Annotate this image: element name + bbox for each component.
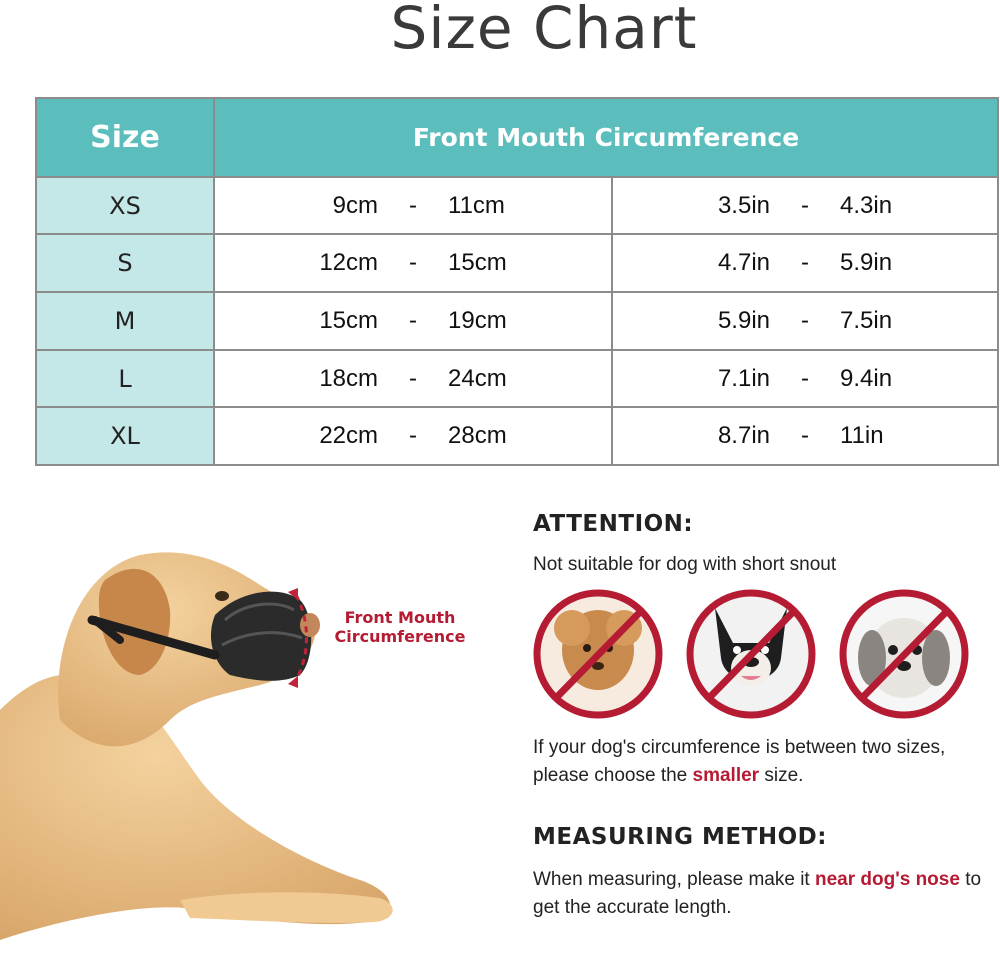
page-title: Size Chart	[390, 0, 698, 62]
range-dash: -	[801, 364, 809, 392]
size-row	[36, 234, 998, 292]
range-dash: -	[409, 191, 417, 219]
range-dash: -	[409, 249, 417, 277]
cm-from: 22cm	[319, 422, 378, 450]
in-from: 4.7in	[717, 249, 770, 277]
in-to: 5.9in	[840, 249, 893, 277]
cm-from: 9cm	[332, 191, 378, 219]
between-sizes-note: If your dog's circumference is between two sizes, please choose the smaller size.	[533, 737, 946, 786]
range-in	[612, 234, 998, 292]
dog-with-muzzle-illustration	[0, 480, 520, 959]
range-dash: -	[409, 364, 417, 392]
range-cm	[214, 177, 612, 235]
measuring-heading: MEASURING METHOD:	[533, 824, 827, 850]
range-dash: -	[801, 249, 809, 277]
smaller-highlight: smaller	[692, 765, 760, 786]
size-label: M	[36, 292, 214, 350]
range-dash: -	[801, 422, 809, 450]
size-label: XS	[36, 177, 214, 235]
no-poodle-icon	[532, 588, 664, 720]
size-label: XL	[36, 407, 214, 465]
size-label: S	[36, 234, 214, 292]
cm-to: 28cm	[448, 422, 507, 450]
range-dash: -	[801, 191, 809, 219]
size-table	[35, 97, 999, 466]
no-shih-tzu-icon	[838, 588, 970, 720]
range-in	[612, 292, 998, 350]
header-size: Size	[36, 98, 214, 177]
cm-to: 19cm	[448, 306, 507, 334]
range-dash: -	[409, 422, 417, 450]
header-front-mouth: Front Mouth Circumference	[214, 98, 998, 177]
size-label: L	[36, 350, 214, 408]
range-in	[612, 177, 998, 235]
size-row	[36, 407, 998, 465]
in-from: 3.5in	[717, 191, 770, 219]
size-row	[36, 177, 998, 235]
in-to: 7.5in	[840, 306, 893, 334]
in-from: 8.7in	[717, 422, 770, 450]
in-to: 11in	[840, 422, 884, 450]
size-row	[36, 292, 998, 350]
range-cm	[214, 350, 612, 408]
range-dash: -	[409, 306, 417, 334]
attention-heading: ATTENTION:	[533, 511, 694, 537]
near-nose-highlight: near dog's nose	[814, 869, 960, 890]
no-french-bulldog-icon	[685, 588, 817, 720]
range-cm	[214, 234, 612, 292]
cm-from: 12cm	[319, 249, 378, 277]
front-mouth-callout: Front Mouth Circumference	[334, 608, 466, 646]
cm-from: 15cm	[319, 306, 378, 334]
cm-to: 11cm	[448, 191, 505, 219]
attention-text: Not suitable for dog with short snout	[533, 554, 837, 575]
range-cm	[214, 292, 612, 350]
size-row	[36, 350, 998, 408]
in-to: 9.4in	[840, 364, 893, 392]
range-dash: -	[801, 306, 809, 334]
cm-to: 15cm	[448, 249, 507, 277]
cm-from: 18cm	[319, 364, 378, 392]
range-cm	[214, 407, 612, 465]
in-from: 7.1in	[717, 364, 770, 392]
measuring-text: When measuring, please make it near dog's nose to get the accurate length.	[533, 869, 982, 918]
range-in	[612, 407, 998, 465]
in-from: 5.9in	[717, 306, 770, 334]
in-to: 4.3in	[840, 191, 893, 219]
cm-to: 24cm	[448, 364, 507, 392]
range-in	[612, 350, 998, 408]
